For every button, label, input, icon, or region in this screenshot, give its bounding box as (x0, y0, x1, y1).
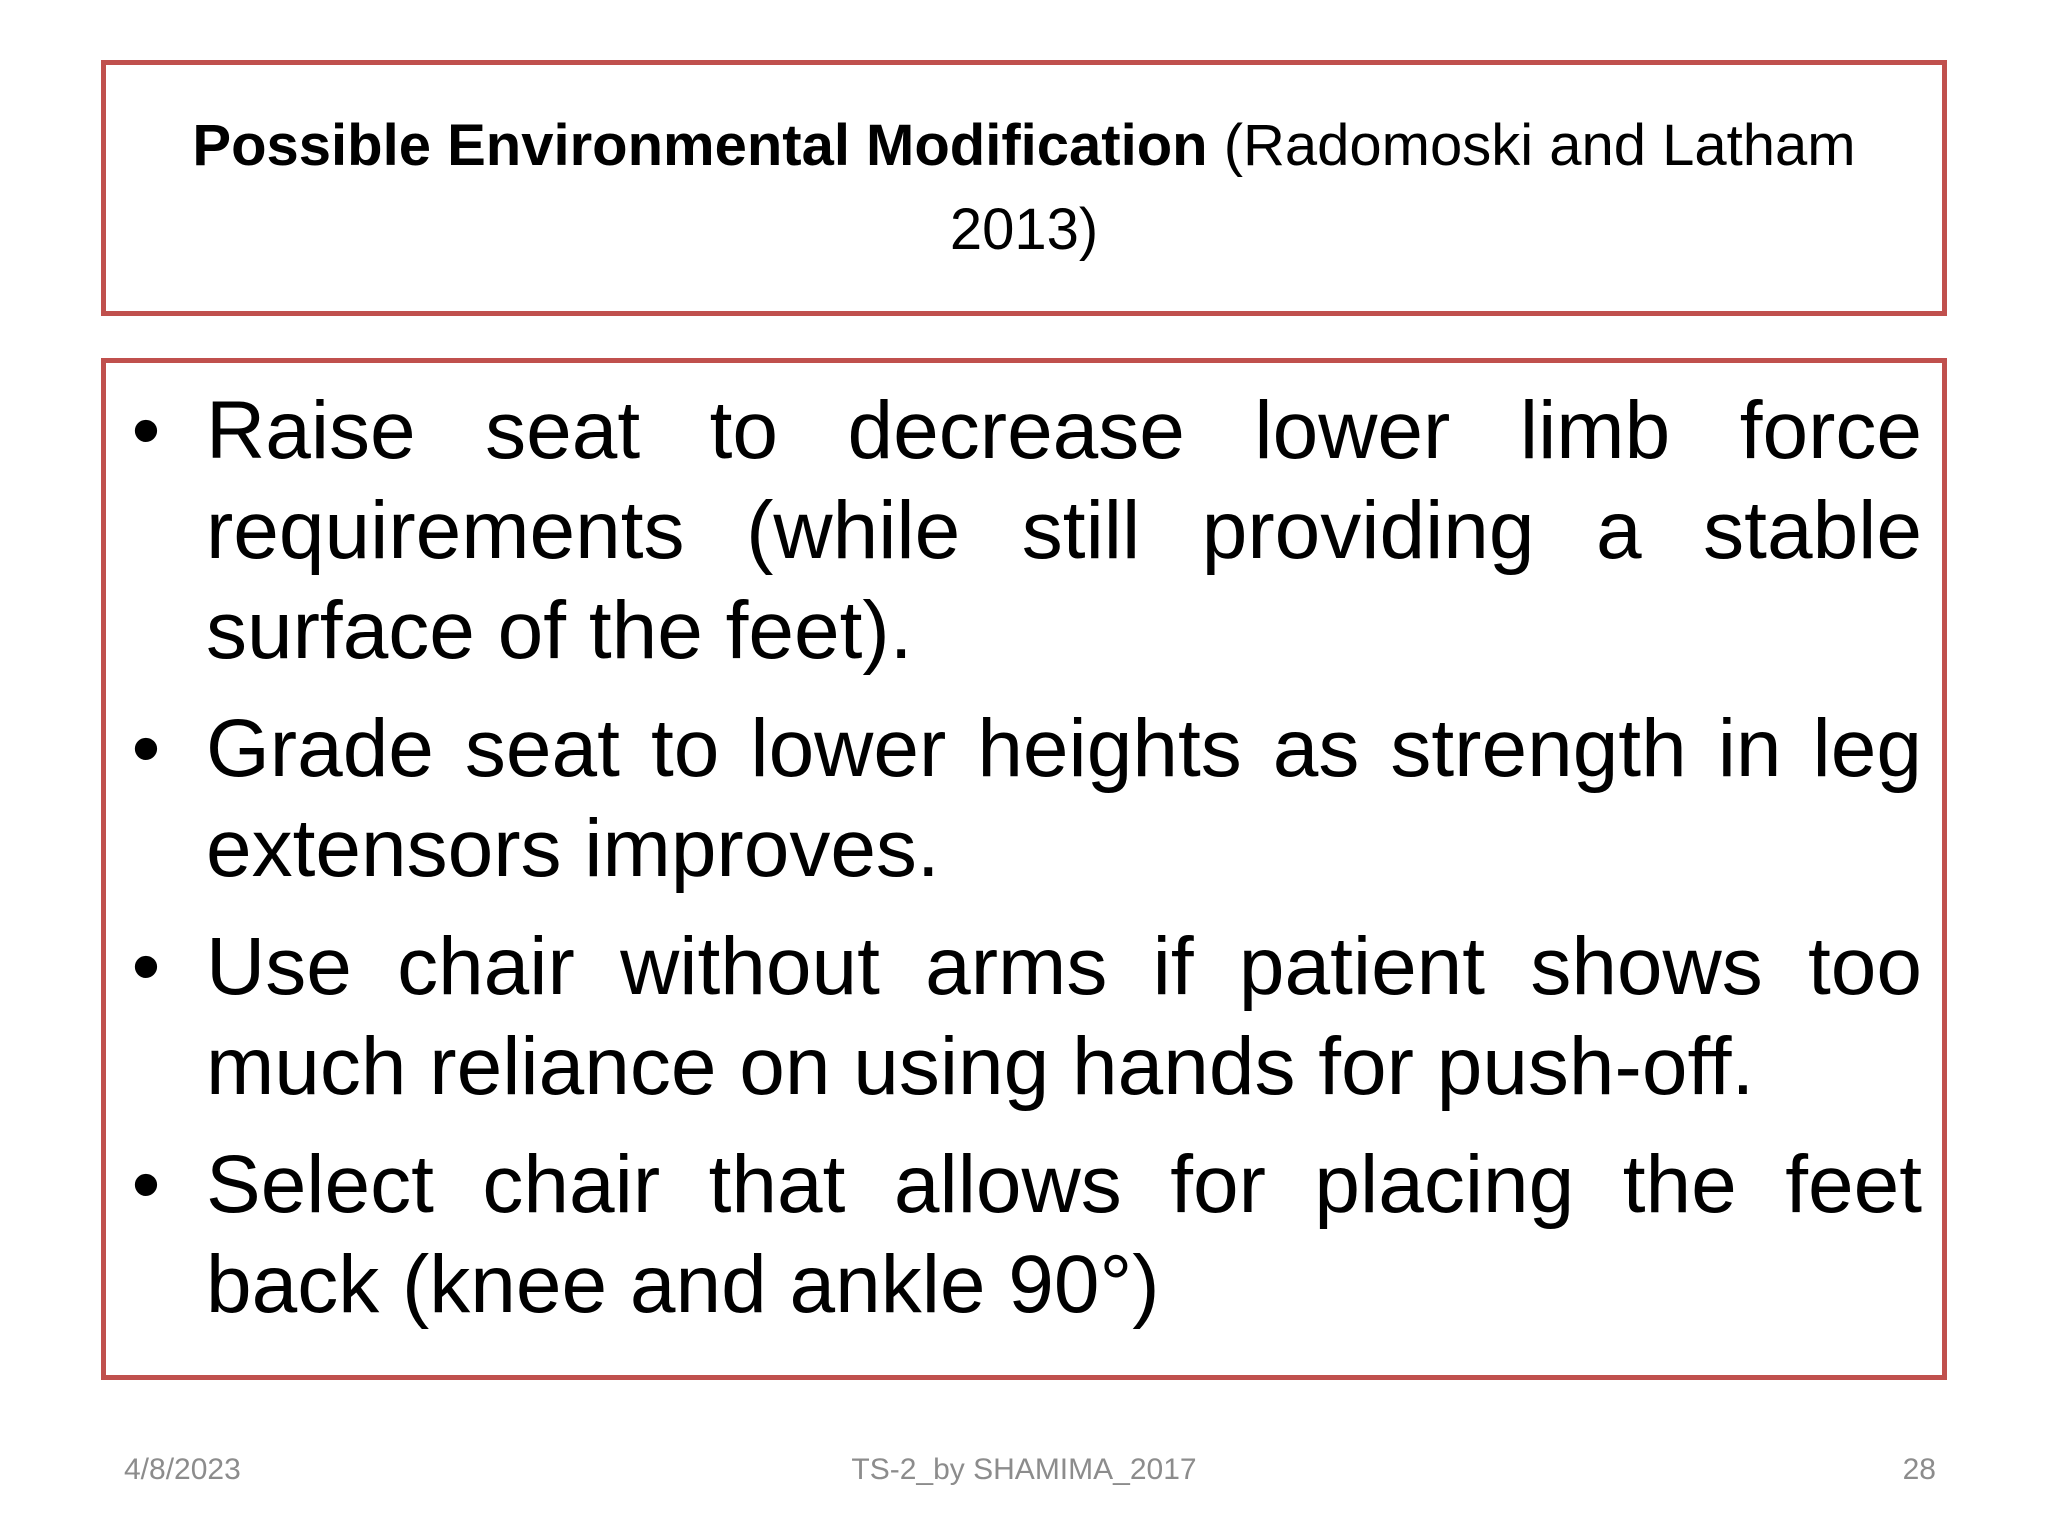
slide-title-citation: (Radomoski and Latham 2013) (949, 113, 1856, 262)
bullet-icon: • (131, 703, 161, 794)
bullet-text: Select chair that allows for placing the feet back (knee and ankle 90°) (206, 1139, 1922, 1330)
slide-title (146, 104, 1902, 272)
list-item (126, 1135, 1922, 1335)
footer-date: 4/8/2023 (124, 1453, 241, 1486)
slide-title-main: Possible Environmental Modification (192, 113, 1208, 178)
bullet-list (126, 381, 1922, 1353)
bullet-text: Grade seat to lower heights as strength in leg extensors improves. (206, 703, 1922, 894)
slide-title-box (101, 60, 1947, 316)
list-item (126, 381, 1922, 681)
footer-page-number: 28 (1902, 1453, 1936, 1486)
list-item (126, 699, 1922, 899)
footer-author: TS-2_by SHAMIMA_2017 (851, 1453, 1197, 1486)
list-item (126, 917, 1922, 1117)
bullet-icon: • (131, 1139, 161, 1230)
bullet-text: Use chair without arms if patient shows too much reliance on using hands for push-off. (206, 921, 1922, 1112)
slide-content-box (101, 358, 1947, 1380)
bullet-icon: • (131, 921, 161, 1012)
bullet-icon: • (131, 385, 161, 476)
bullet-text: Raise seat to decrease lower limb force requirements (while still providing a stable surface of the feet). (206, 385, 1922, 676)
